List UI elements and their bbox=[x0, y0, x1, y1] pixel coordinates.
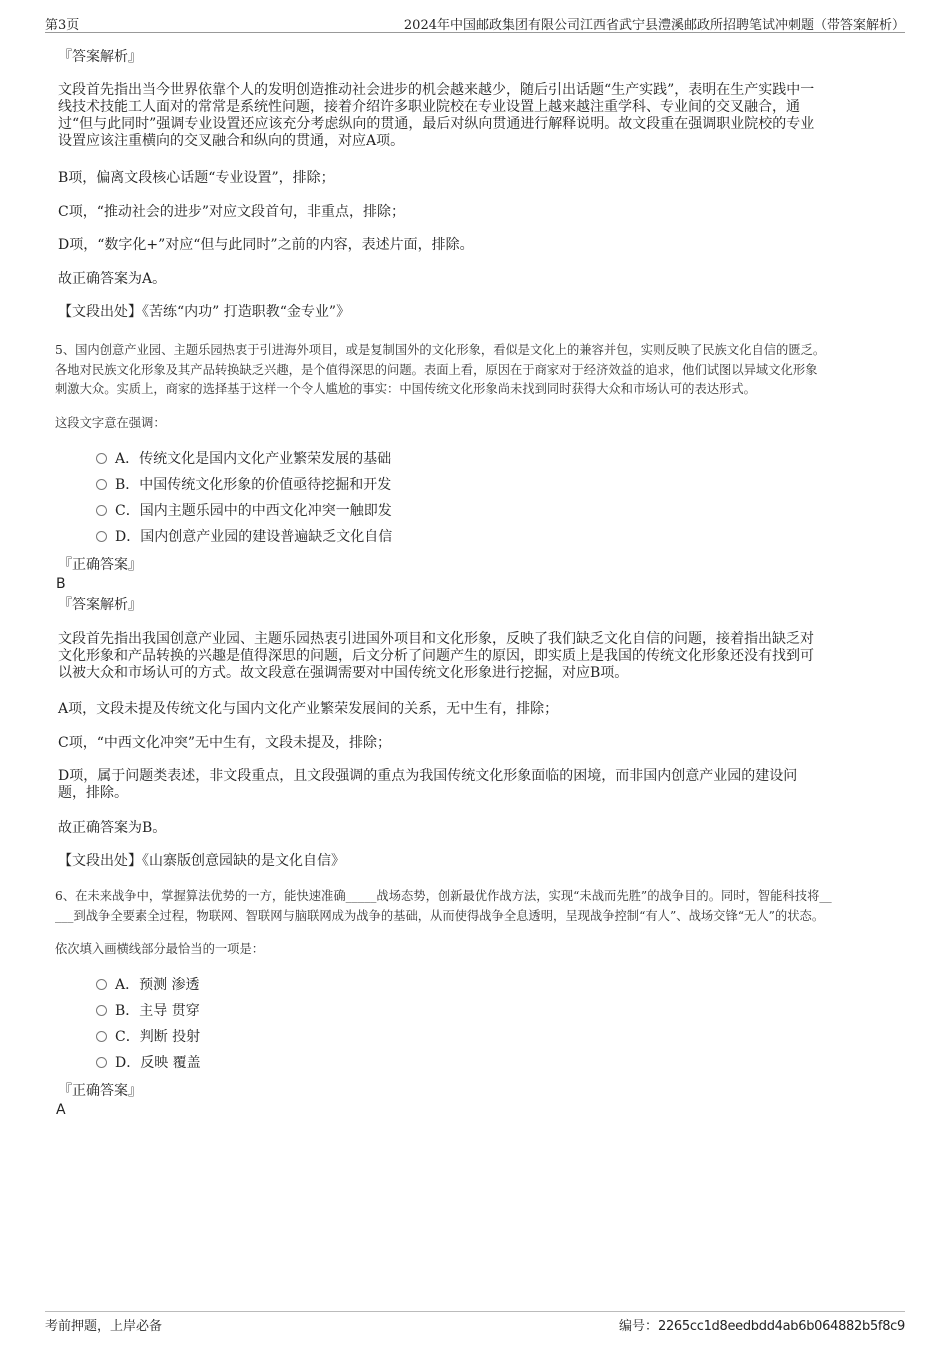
q4-analysis-line: 线技术技能工人面对的常常是系统性问题，接着介绍许多职业院校在专业设置上越来越注重学科、专业间的交叉融合，通 bbox=[58, 99, 800, 115]
q4-analysis-line: 文段首先指出当今世界依靠个人的发明创造推动社会进步的机会越来越少，随后引出话题“生产实践”，表明在生产实践中一 bbox=[58, 82, 815, 98]
q6-option-c[interactable] bbox=[96, 1029, 200, 1046]
q6-prompt: 依次填入画横线部分最恰当的一项是： bbox=[55, 942, 265, 956]
q6-option-a-label: A．预测 渗透 bbox=[115, 977, 200, 993]
q5-stem-line: 5、国内创意产业园、主题乐园热衷于引进海外项目，或是复制国外的文化形象，看似是文化上的兼容并包，实则反映了民族文化自信的匮乏。 bbox=[55, 343, 826, 357]
q5-stem-line: 各地对民族文化形象及其产品转换缺乏兴趣，是个值得深思的问题。表面上看，原因在于商家对于经济效益的追求，他们试图以异域文化形象 bbox=[55, 362, 818, 377]
q6-stem-line: 6、在未来战争中，掌握算法优势的一方，能快速准确_____战场态势，创新最优作战方法，实现“未战而先胜”的战争目的。同时，智能科技将__ bbox=[55, 889, 832, 903]
q5-option-d-label: D．国内创意产业园的建设普遍缺乏文化自信 bbox=[115, 529, 393, 545]
q5-stem-line: 刺激大众。实质上，商家的选择基于这样一个令人尴尬的事实：中国传统文化形象尚未找到同时获得大众和市场认可的表达形式。 bbox=[55, 382, 756, 396]
q4-note-d: D项，“数字化+”对应“但与此同时”之前的内容，表述片面，排除。 bbox=[58, 237, 474, 253]
q5-analysis-line: 以被大众和市场认可的方式。故文段意在强调需要对中国传统文化形象进行挖掘，对应B项。 bbox=[58, 665, 629, 681]
document-title: 2024年中国邮政集团有限公司江西省武宁县澧溪邮政所招聘笔试冲刺题（带答案解析） bbox=[403, 18, 905, 33]
document-code-label: 编号： bbox=[618, 1319, 658, 1334]
q5-option-c-label: C．国内主题乐园中的中西文化冲突一触即发 bbox=[115, 503, 392, 519]
q5-option-a-label: A．传统文化是国内文化产业繁荣发展的基础 bbox=[115, 451, 392, 467]
radio-icon[interactable] bbox=[96, 1031, 107, 1042]
q5-analysis-text bbox=[58, 631, 814, 682]
footer-slogan: 考前押题，上岸必备 bbox=[45, 1319, 163, 1334]
q5-note-a: A项，文段未提及传统文化与国内文化产业繁荣发展间的关系，无中生有，排除； bbox=[58, 701, 559, 717]
q4-analysis-line: 过“但与此同时”强调专业设置还应该充分考虑纵向的贯通，最后对纵向贯通进行解释说明。故文段重在强调职业院校的专业 bbox=[58, 116, 815, 132]
q5-option-b-label: B．中国传统文化形象的价值亟待挖掘和开发 bbox=[115, 477, 392, 493]
page-number: 第3页 bbox=[45, 18, 80, 33]
q5-note-d-line: 题，排除。 bbox=[58, 785, 128, 801]
q5-note-c: C项，“中西文化冲突”无中生有，文段未提及，排除； bbox=[58, 735, 392, 751]
q5-note-d bbox=[58, 768, 797, 802]
q5-source: 【文段出处】《山寨版创意园缺的是文化自信》 bbox=[58, 853, 345, 869]
q5-option-b[interactable] bbox=[96, 477, 391, 494]
q5-analysis-label: 『答案解析』 bbox=[58, 597, 142, 613]
q4-analysis-line: 设置应该注重横向的交叉融合和纵向的贯通，对应A项。 bbox=[58, 133, 405, 149]
document-code bbox=[619, 1315, 905, 1334]
q5-analysis-line: 文化形象和产品转换的兴趣是值得深思的问题，后文分析了问题产生的原因，即实质上是我国的传统文化形象还没有找到可 bbox=[58, 648, 814, 664]
q6-answer-label: 『正确答案』 bbox=[58, 1083, 142, 1099]
radio-icon[interactable] bbox=[96, 453, 107, 464]
q5-answer: B bbox=[56, 576, 66, 592]
q6-option-d[interactable] bbox=[96, 1055, 201, 1072]
page-header bbox=[45, 12, 905, 33]
q6-option-b-label: B．主导 贯穿 bbox=[115, 1003, 200, 1019]
q5-analysis-line: 文段首先指出我国创意产业园、主题乐园热衷引进国外项目和文化形象，反映了我们缺乏文化自信的问题，接着指出缺乏对 bbox=[58, 631, 814, 647]
q6-stem-line: ___到战争全要素全过程，物联网、智联网与脑联网成为战争的基础，从而使得战争全息透明，呈现战争控制“有人”、战场交锋“无人”的状态。 bbox=[55, 908, 825, 923]
radio-icon[interactable] bbox=[96, 979, 107, 990]
q4-analysis-label: 『答案解析』 bbox=[58, 49, 142, 65]
q5-answer-label: 『正确答案』 bbox=[58, 557, 142, 573]
q5-prompt: 这段文字意在强调： bbox=[55, 416, 166, 430]
q5-option-d[interactable] bbox=[96, 529, 392, 546]
document-code-value: 2265cc1d8eedbdd4ab6b064882b5f8c9 bbox=[657, 1319, 905, 1334]
q5-conclusion: 故正确答案为B。 bbox=[58, 820, 167, 836]
radio-icon[interactable] bbox=[96, 1005, 107, 1016]
q4-conclusion: 故正确答案为A。 bbox=[58, 271, 167, 287]
radio-icon[interactable] bbox=[96, 1057, 107, 1068]
q6-answer: A bbox=[56, 1102, 66, 1118]
radio-icon[interactable] bbox=[96, 479, 107, 490]
q6-option-a[interactable] bbox=[96, 977, 200, 994]
q5-stem bbox=[55, 341, 825, 400]
q6-option-c-label: C．判断 投射 bbox=[115, 1029, 201, 1045]
radio-icon[interactable] bbox=[96, 505, 107, 516]
page-footer bbox=[45, 1311, 905, 1338]
q5-note-d-line: D项，属于问题类表述，非文段重点，且文段强调的重点为我国传统文化形象面临的困境，而非国内创意产业园的建设问 bbox=[58, 768, 798, 784]
q4-note-b: B项，偏离文段核心话题“专业设置”，排除； bbox=[58, 170, 335, 186]
q5-option-a[interactable] bbox=[96, 451, 391, 468]
q6-option-d-label: D．反映 覆盖 bbox=[115, 1055, 201, 1071]
q4-note-c: C项，“推动社会的进步”对应文段首句，非重点，排除； bbox=[58, 204, 406, 220]
q4-source: 【文段出处】《苦练“内功” 打造职教“金专业”》 bbox=[58, 304, 351, 320]
q6-option-b[interactable] bbox=[96, 1003, 200, 1020]
q6-stem bbox=[55, 887, 832, 926]
q5-option-c[interactable] bbox=[96, 503, 392, 520]
radio-icon[interactable] bbox=[96, 531, 107, 542]
q4-analysis-text bbox=[58, 82, 814, 150]
